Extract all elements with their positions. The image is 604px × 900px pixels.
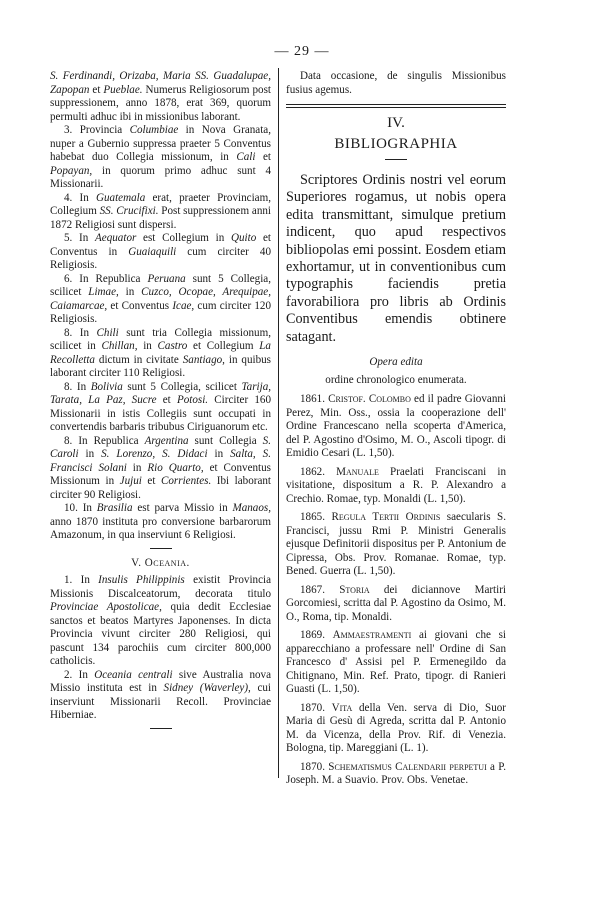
entry-text: saecularis S. Francisci, jussu Rmi P. Ministri Generalis ejusque Definitorii dispositus per P. Antonium de Cipressa, Obs. Prov. Romanae. Romae, typ. Bened. Guerra (L. 1,50). (286, 511, 506, 578)
text: et Conventus (107, 299, 173, 312)
paragraph-data-occasione: Data occasione, de singulis Missionibus fusius agemus. (286, 70, 506, 96)
entry-title: Vita (331, 701, 353, 714)
place-name: Aequator (95, 232, 137, 244)
short-rule (150, 548, 172, 549)
paragraph-brasilia (50, 502, 271, 543)
text: quia dedit Ecclesiae sanctos et beatos Martyres Japonenses. In dicta Provincia vivunt circiter 280 Religiosi, qui pascunt 134 parochiis cum circiter 800,000 catholicis. (50, 601, 272, 667)
entry-year: 1862. (300, 465, 325, 478)
place-name: Castro (157, 340, 188, 352)
place-name: Potosi. (176, 394, 209, 406)
place-name: Columbiae (129, 124, 179, 136)
place-name: Corrientes. (160, 475, 212, 487)
place-name: S. Caroli (50, 434, 271, 460)
paragraph-argentina (50, 435, 271, 503)
place-name: Sidney (Waverley), (163, 682, 251, 694)
paragraph-chili (50, 327, 271, 381)
text: 1. In (64, 574, 99, 586)
text: existit Provincia Missionis Discalceatorum, decorata titulo (50, 574, 272, 600)
text: 6. In Republica (64, 272, 148, 285)
place-name: Quito (231, 232, 257, 244)
opera-edita-heading: Opera edita (369, 356, 423, 369)
bibliography-entries (286, 393, 506, 788)
place-names: Tarija, Tarata, La Paz, Sucre (50, 380, 272, 406)
place-name: Cali (236, 151, 256, 163)
place-name: Limae, (88, 286, 126, 298)
page-number: — 29 — (274, 44, 330, 59)
place-name: La Recolletta (50, 340, 271, 366)
rule-line (286, 104, 506, 105)
text: et Collegium (187, 340, 260, 352)
bibliography-entry (286, 584, 506, 625)
entry-year: 1865. (300, 511, 325, 524)
text: sunt tria Collegia missionum, scilicet in (50, 326, 271, 352)
text: est parva Missio in (132, 502, 233, 514)
text: 8. In (64, 380, 91, 393)
bibliography-entry (286, 511, 506, 579)
place-name: Popayan, (50, 164, 93, 177)
bibliography-entry (286, 393, 506, 461)
place-name: Argentina (144, 434, 189, 447)
bibliography-entry (286, 629, 506, 697)
text: Circiter 160 Missionarii in istis Collegiis sunt occupati in convertendis barbaris tribubus Ciriguanorum etc. (50, 394, 271, 433)
bibliography-entry (286, 761, 506, 788)
paragraph-philippines (50, 574, 271, 669)
place-name: Pueblae. (103, 83, 143, 96)
text: in (125, 286, 142, 298)
place-name: Insulis Philippinis (98, 574, 185, 586)
place-names: S. Ferdinandi, Orizaba, Maria SS. Guadalupae, Zapopan (50, 70, 271, 96)
text: in (207, 448, 231, 460)
text: 5. In (64, 232, 96, 244)
ordine-subheading: ordine chronologico enumerata. (325, 373, 467, 386)
entry-title: Regula Tertii Ordinis (331, 511, 441, 524)
short-rule (385, 159, 407, 160)
place-name: Manaos, (232, 502, 271, 514)
place-name: Jujui (119, 475, 142, 487)
text: 3. Provincia (64, 124, 130, 136)
text: Ibi laborant circiter 90 Religiosi. (50, 475, 271, 501)
text: et Conventus in (50, 232, 272, 258)
text: anno 1870 instituta pro conversione barbarorum Amazonum, in qua inserviunt 6 Religiosi. (50, 515, 271, 541)
text: cui inserviunt Missionarii Recoll. Provinciae Hiberniae. (50, 682, 272, 721)
entry-text: ed il padre Giovanni Perez, Min. Oss., ossia la cooperazione dell' Ordine Francescano nella scoperta d'America, del P. Agostino d'Osimo, M. O., Ascoli tipogr. di Emidio Cesari (L. 1,50). (286, 393, 506, 460)
place-name: Guatemala (95, 191, 146, 204)
paragraph-bolivia (50, 381, 271, 435)
entry-year: 1861. (300, 393, 325, 406)
entry-text: a P. Joseph. M. a Suavio. Prov. Obs. Venetae. (286, 760, 507, 787)
place-names: S. Lorenzo, S. Didaci (101, 448, 208, 460)
place-name: Bolivia (90, 380, 123, 393)
text: erat, praeter Provinciam, Collegium (50, 191, 271, 217)
text: cum circiter 40 Religiosis. (50, 245, 272, 271)
paragraph-columbia (50, 124, 271, 192)
title-phrase: Provinciae Apostolicae, (50, 601, 162, 613)
place-name: Peruana (147, 272, 186, 285)
text: in (126, 461, 148, 474)
text: sunt Collegia (188, 434, 263, 447)
entry-title: Ammaestramenti (332, 629, 412, 642)
entry-year: 1869. (300, 629, 325, 642)
place-name: Oceania centrali (94, 668, 173, 681)
text: in quibus laborant circiter 110 Religiosi. (50, 353, 271, 379)
paragraph-peru (50, 273, 271, 327)
text: 10. In (64, 502, 97, 514)
text: est Collegium in (136, 232, 231, 244)
place-name: Rio Quarto, (147, 461, 204, 474)
entry-text: ai giovani che si apparecchiano a professare nell' Ordine di San Francesco d' Assisi pel P. Ermenegildo da Chitignano, Min. Ref. Prato, tipogr. di Ranieri Guasti (L. 1,50). (286, 629, 506, 696)
text: et Conventus Missionum in (50, 461, 271, 487)
entry-year: 1870. (300, 701, 325, 714)
text: in (137, 340, 158, 352)
paragraph-guatemala (50, 192, 271, 233)
section-number: IV. (387, 115, 405, 131)
place-name: Brasilia (96, 502, 133, 514)
right-column (286, 70, 506, 793)
place-name: Chillan, (101, 340, 138, 352)
place-name: Guaiaquili (128, 245, 177, 258)
place-names: Cuzco, Ocopae, Arequipae, Caiamarcae, (50, 286, 272, 312)
text: in Nova Granata, nuper a Gubernio suppressa praeter 5 Conventus habebat duo Collegia missionum, in (50, 124, 271, 163)
column-divider (278, 68, 279, 778)
bibliography-entry (286, 702, 506, 756)
text: sunt 5 Collegia, scilicet (122, 380, 242, 393)
text: Post suppressionem anni 1872 Religiosi sunt dispersi. (50, 205, 271, 231)
text: et (255, 151, 271, 163)
paragraph-aequator (50, 232, 271, 273)
double-rule (286, 104, 506, 108)
entry-text: della Ven. serva di Dio, Suor Maria di Gesù di Agreda, scritta dal P. Antonio M. da Vicenza, della Prov. Rif. di Venezia. Bologna, tip. Mareggiani (L. 1). (286, 701, 506, 755)
text: 2. In (64, 668, 95, 681)
text: dictum in civitate (94, 353, 183, 366)
text: sive Australia nova Missio instituta est in (50, 668, 272, 694)
text: 8. In (64, 326, 97, 339)
text: 4. In (64, 191, 96, 204)
text: et (156, 394, 177, 406)
place-name: SS. Crucifixi. (99, 205, 159, 217)
place-name: Santiago, (182, 353, 225, 366)
section-title: BIBLIOGRAPHIA (334, 136, 458, 152)
section-heading-oceania: V. Oceania. (131, 556, 190, 569)
bibliography-intro: Scriptores Ordinis nostri vel eorum Superiores rogamus, ut nobis opera edita transmittant, simulque pretium indicent, quo apud respectivos bibliopolas emi possint. Eosdem etiam exhortamur, ut in conventionibus cum typographis faciendis pretia favorabiliora pro libris ab Ordinis Conventibus emendis obtinere satagant. (286, 172, 506, 345)
entry-year: 1870. (300, 760, 325, 773)
rule-line (286, 107, 506, 108)
text: 8. In Republica (64, 434, 145, 447)
entry-year: 1867. (300, 583, 325, 596)
paragraph-australia (50, 669, 271, 723)
entry-title: Manuale (336, 465, 379, 478)
place-name: Icae, (172, 299, 195, 312)
place-names: Salta, S. Francisci Solani (50, 448, 271, 474)
entry-title: Storia (339, 583, 370, 596)
bibliography-entry (286, 466, 506, 507)
left-column (50, 70, 271, 734)
text: Numerus Religiosorum post suppressionem, anno 1878, erat 369, quorum permulti adhuc ibi in missionibus laborant. (50, 83, 271, 123)
text: sunt 5 Collegia, scilicet (50, 272, 271, 298)
entry-text: dei diciannove Martiri Gorcomiesi, scritta dal P. Agostino da Osimo, M. O., Roma, tip. Monaldi. (286, 583, 506, 623)
text: et (141, 475, 161, 487)
entry-title: Cristof. Colombo (328, 393, 411, 406)
place-name: Chili (96, 326, 119, 339)
entry-text: Praelati Franciscani in visitatione, dispositum a R. P. Alexandro a Crechio. Romae, typ. Monaldi (L. 1,50). (286, 465, 506, 505)
text: in (78, 448, 102, 460)
text: et (89, 83, 104, 96)
text: cum circiter 120 Religiosis. (50, 299, 271, 325)
entry-title: Schematismus Calendarii perpetui (328, 760, 487, 773)
short-rule (150, 728, 172, 729)
paragraph-mexico-continued (50, 70, 271, 124)
text: in quorum primo adhuc sunt 4 Missionarii. (50, 164, 271, 190)
